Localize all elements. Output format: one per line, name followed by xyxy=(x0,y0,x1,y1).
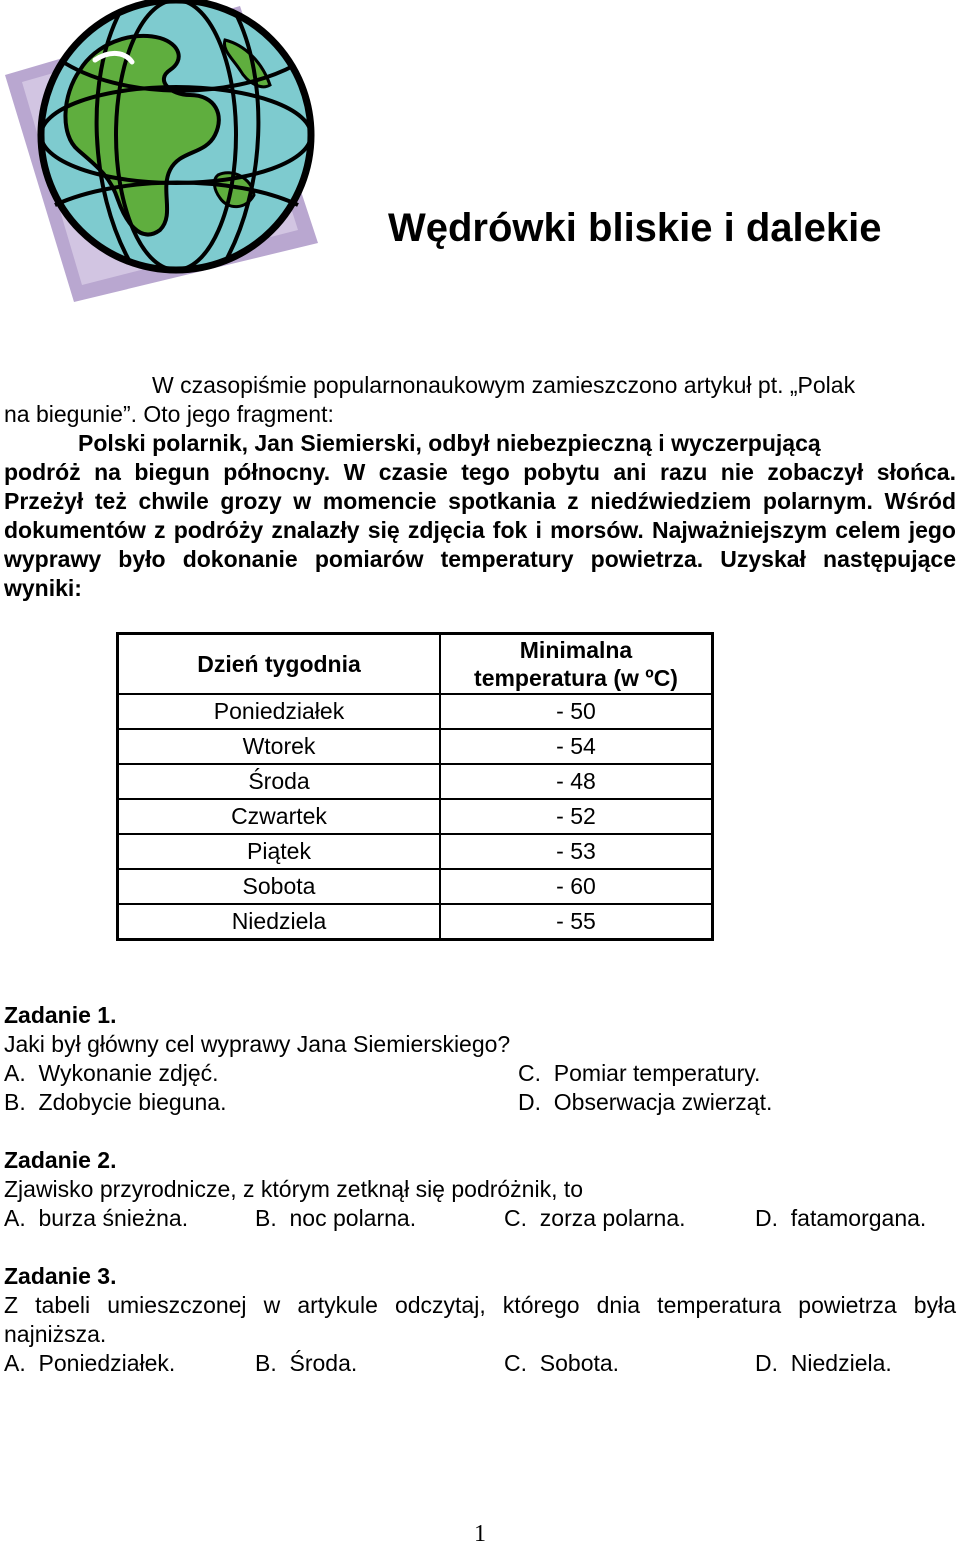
task-3-options-row xyxy=(4,1349,956,1378)
task-2-option-b[interactable]: B. noc polarna. xyxy=(255,1205,417,1231)
header-temperature xyxy=(440,634,713,695)
task-3-option-c[interactable]: C. Sobota. xyxy=(504,1350,620,1376)
day-cell: Wtorek xyxy=(118,729,441,764)
task-3 xyxy=(4,1262,956,1378)
task-2-options-row xyxy=(4,1204,956,1233)
task-3-option-b[interactable]: B. Środa. xyxy=(255,1350,358,1376)
task-1-heading: Zadanie 1. xyxy=(4,1002,117,1028)
table-row xyxy=(118,904,713,940)
task-1-option-d[interactable]: D. Obserwacja zwierząt. xyxy=(518,1089,773,1115)
temperature-table xyxy=(116,632,714,941)
article-first-line: Polski polarnik, Jan Siemierski, odbył niebezpieczną i wyczerpującą xyxy=(78,430,821,456)
task-1-question: Jaki był główny cel wyprawy Jana Siemierskiego? xyxy=(4,1031,511,1057)
header-temp-line-1: Minimalna xyxy=(519,637,633,663)
task-2-heading: Zadanie 2. xyxy=(4,1147,117,1173)
task-3-option-d[interactable]: D. Niedziela. xyxy=(755,1350,892,1376)
task-1-option-c[interactable]: C. Pomiar temperatury. xyxy=(518,1060,761,1086)
header-temp-line-2: temperatura (w ºC) xyxy=(474,665,678,691)
article-fragment xyxy=(4,429,956,603)
article-body: podróż na biegun północny. W czasie tego pobytu ani razu nie zobaczył słońca. Przeżył też chwile grozy w momencie spotkania z niedźwiedziem polarnym. Wśród dokumentów z podróży znalazły się zdjęcia fok i morsów. Najważniejszym celem jego wyprawy było dokonanie pomiarów temperatury powietrza. Uzyskał następujące wyniki: xyxy=(4,459,956,601)
temp-cell: - 54 xyxy=(440,729,713,764)
task-1 xyxy=(4,1001,956,1117)
table-row xyxy=(118,694,713,729)
task-1-option-b[interactable]: B. Zdobycie bieguna. xyxy=(4,1089,227,1115)
task-2-option-a[interactable]: A. burza śnieżna. xyxy=(4,1205,189,1231)
temp-cell: - 55 xyxy=(440,904,713,940)
task-3-question: Z tabeli umieszczonej w artykule odczytaj, którego dnia temperatura powietrza była najniższa. xyxy=(4,1292,956,1347)
temp-cell: - 50 xyxy=(440,694,713,729)
page-number: 1 xyxy=(474,1521,486,1547)
task-2 xyxy=(4,1146,956,1233)
temp-cell: - 53 xyxy=(440,834,713,869)
globe-icon xyxy=(0,0,330,310)
intro-line-2: na biegunie”. Oto jego fragment: xyxy=(4,401,334,427)
table-header-row xyxy=(118,634,713,695)
temp-cell: - 52 xyxy=(440,799,713,834)
task-1-options-row-1 xyxy=(4,1059,956,1088)
temp-cell: - 60 xyxy=(440,869,713,904)
day-cell: Poniedziałek xyxy=(118,694,441,729)
task-3-option-a[interactable]: A. Poniedziałek. xyxy=(4,1350,176,1376)
day-cell: Piątek xyxy=(118,834,441,869)
day-cell: Czwartek xyxy=(118,799,441,834)
temp-cell: - 48 xyxy=(440,764,713,799)
task-2-option-c[interactable]: C. zorza polarna. xyxy=(504,1205,686,1231)
intro-paragraph xyxy=(4,371,956,429)
header-day: Dzień tygodnia xyxy=(118,634,441,695)
task-1-option-a[interactable]: A. Wykonanie zdjęć. xyxy=(4,1060,219,1086)
table-row xyxy=(118,799,713,834)
table-row xyxy=(118,869,713,904)
day-cell: Niedziela xyxy=(118,904,441,940)
task-2-option-d[interactable]: D. fatamorgana. xyxy=(755,1205,927,1231)
day-cell: Środa xyxy=(118,764,441,799)
table-row xyxy=(118,764,713,799)
task-3-heading: Zadanie 3. xyxy=(4,1263,117,1289)
page-title: Wędrówki bliskie i dalekie xyxy=(388,206,882,250)
table-row xyxy=(118,834,713,869)
task-1-options-row-2 xyxy=(4,1088,956,1117)
table-row xyxy=(118,729,713,764)
day-cell: Sobota xyxy=(118,869,441,904)
task-2-question: Zjawisko przyrodnicze, z którym zetknął się podróżnik, to xyxy=(4,1176,584,1202)
intro-line-1: W czasopiśmie popularnonaukowym zamieszczono artykuł pt. „Polak xyxy=(152,372,856,398)
